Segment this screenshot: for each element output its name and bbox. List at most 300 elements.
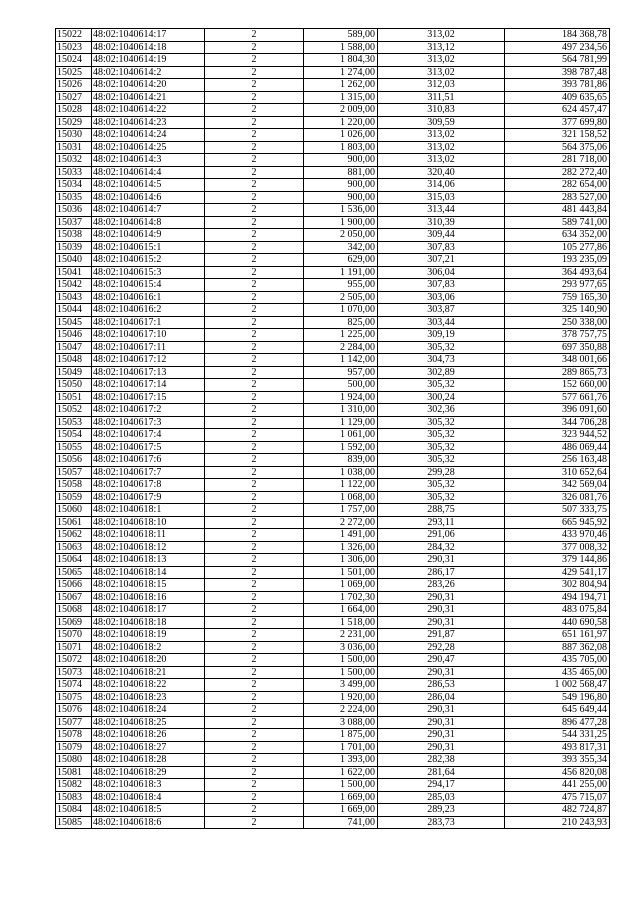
cadastral-number-cell: 48:02:1040614:24 — [92, 129, 205, 142]
table-row — [56, 91, 610, 104]
cadastral-value-cell: 544 331,25 — [505, 729, 610, 742]
rate-cell: 305,32 — [378, 454, 505, 467]
rate-cell: 290,47 — [378, 654, 505, 667]
cadastral-number-cell: 48:02:1040614:8 — [92, 216, 205, 229]
category-cell: 2 — [205, 479, 304, 492]
cadastral-value-cell: 486 069,44 — [505, 441, 610, 454]
category-cell: 2 — [205, 579, 304, 592]
table-row — [56, 354, 610, 367]
area-cell: 1 669,00 — [304, 791, 378, 804]
category-cell: 2 — [205, 166, 304, 179]
cadastral-value-cell: 105 277,86 — [505, 241, 610, 254]
cadastral-number-cell: 48:02:1040614:2 — [92, 66, 205, 79]
cadastral-number-cell: 48:02:1040614:23 — [92, 116, 205, 129]
category-cell: 2 — [205, 679, 304, 692]
category-cell: 2 — [205, 529, 304, 542]
row-number-cell: 15040 — [56, 254, 92, 267]
cadastral-value-cell: 549 196,80 — [505, 691, 610, 704]
cadastral-number-cell: 48:02:1040614:6 — [92, 191, 205, 204]
area-cell: 839,00 — [304, 454, 378, 467]
area-cell: 1 191,00 — [304, 266, 378, 279]
table-row — [56, 629, 610, 642]
area-cell: 3 036,00 — [304, 641, 378, 654]
area-cell: 1 225,00 — [304, 329, 378, 342]
row-number-cell: 15054 — [56, 429, 92, 442]
cadastral-value-cell: 697 350,88 — [505, 341, 610, 354]
table-row — [56, 529, 610, 542]
cadastral-value-cell: 398 787,48 — [505, 66, 610, 79]
row-number-cell: 15059 — [56, 491, 92, 504]
row-number-cell: 15050 — [56, 379, 92, 392]
rate-cell: 313,02 — [378, 29, 505, 42]
row-number-cell: 15081 — [56, 766, 92, 779]
cadastral-number-cell: 48:02:1040614:22 — [92, 104, 205, 117]
category-cell: 2 — [205, 291, 304, 304]
category-cell: 2 — [205, 729, 304, 742]
table-row — [56, 754, 610, 767]
table-row — [56, 729, 610, 742]
rate-cell: 283,26 — [378, 579, 505, 592]
table-row — [56, 704, 610, 717]
rate-cell: 289,23 — [378, 804, 505, 817]
area-cell: 1 068,00 — [304, 491, 378, 504]
cadastral-value-cell: 326 081,76 — [505, 491, 610, 504]
row-number-cell: 15072 — [56, 654, 92, 667]
cadastral-number-cell: 48:02:1040615:4 — [92, 279, 205, 292]
cadastral-value-cell: 624 457,47 — [505, 104, 610, 117]
cadastral-value-cell: 393 781,86 — [505, 79, 610, 92]
rate-cell: 290,31 — [378, 741, 505, 754]
row-number-cell: 15023 — [56, 41, 92, 54]
rate-cell: 305,32 — [378, 341, 505, 354]
table-row — [56, 116, 610, 129]
area-cell: 1 274,00 — [304, 66, 378, 79]
rate-cell: 290,31 — [378, 616, 505, 629]
area-cell: 1 875,00 — [304, 729, 378, 742]
area-cell: 1 501,00 — [304, 566, 378, 579]
table-row — [56, 454, 610, 467]
cadastral-value-cell: 481 443,84 — [505, 204, 610, 217]
category-cell: 2 — [205, 379, 304, 392]
cadastral-value-cell: 283 527,00 — [505, 191, 610, 204]
cadastral-number-cell: 48:02:1040618:21 — [92, 666, 205, 679]
cadastral-value-cell: 634 352,00 — [505, 229, 610, 242]
row-number-cell: 15073 — [56, 666, 92, 679]
rate-cell: 307,83 — [378, 241, 505, 254]
category-cell: 2 — [205, 641, 304, 654]
category-cell: 2 — [205, 279, 304, 292]
rate-cell: 313,02 — [378, 154, 505, 167]
category-cell: 2 — [205, 79, 304, 92]
cadastral-number-cell: 48:02:1040614:5 — [92, 179, 205, 192]
cadastral-value-cell: 293 977,65 — [505, 279, 610, 292]
table-row — [56, 616, 610, 629]
category-cell: 2 — [205, 541, 304, 554]
table-row — [56, 129, 610, 142]
cadastral-value-cell: 507 333,75 — [505, 504, 610, 517]
category-cell: 2 — [205, 816, 304, 829]
area-cell: 1 491,00 — [304, 529, 378, 542]
row-number-cell: 15063 — [56, 541, 92, 554]
cadastral-number-cell: 48:02:1040617:2 — [92, 404, 205, 417]
cadastral-number-cell: 48:02:1040618:3 — [92, 779, 205, 792]
row-number-cell: 15075 — [56, 691, 92, 704]
row-number-cell: 15079 — [56, 741, 92, 754]
table-row — [56, 404, 610, 417]
rate-cell: 288,75 — [378, 504, 505, 517]
cadastral-number-cell: 48:02:1040616:1 — [92, 291, 205, 304]
rate-cell: 291,87 — [378, 629, 505, 642]
table-row — [56, 516, 610, 529]
category-cell: 2 — [205, 316, 304, 329]
rate-cell: 312,03 — [378, 79, 505, 92]
cadastral-value-cell: 429 541,17 — [505, 566, 610, 579]
row-number-cell: 15069 — [56, 616, 92, 629]
rate-cell: 310,39 — [378, 216, 505, 229]
cadastral-number-cell: 48:02:1040617:3 — [92, 416, 205, 429]
cadastral-number-cell: 48:02:1040614:18 — [92, 41, 205, 54]
cadastral-value-cell: 482 724,87 — [505, 804, 610, 817]
cadastral-number-cell: 48:02:1040618:29 — [92, 766, 205, 779]
area-cell: 1 315,00 — [304, 91, 378, 104]
cadastral-value-cell: 440 690,58 — [505, 616, 610, 629]
cadastral-number-cell: 48:02:1040614:19 — [92, 54, 205, 67]
rate-cell: 290,31 — [378, 716, 505, 729]
rate-cell: 300,24 — [378, 391, 505, 404]
cadastral-number-cell: 48:02:1040617:5 — [92, 441, 205, 454]
row-number-cell: 15028 — [56, 104, 92, 117]
area-cell: 629,00 — [304, 254, 378, 267]
cadastral-number-cell: 48:02:1040618:19 — [92, 629, 205, 642]
rate-cell: 307,21 — [378, 254, 505, 267]
table-row — [56, 179, 610, 192]
cadastral-value-cell: 377 008,32 — [505, 541, 610, 554]
cadastral-value-cell: 435 465,00 — [505, 666, 610, 679]
row-number-cell: 15071 — [56, 641, 92, 654]
cadastral-number-cell: 48:02:1040618:22 — [92, 679, 205, 692]
category-cell: 2 — [205, 404, 304, 417]
cadastral-value-cell: 589 741,00 — [505, 216, 610, 229]
row-number-cell: 15060 — [56, 504, 92, 517]
row-number-cell: 15027 — [56, 91, 92, 104]
cadastral-value-cell: 310 652,64 — [505, 466, 610, 479]
cadastral-value-cell: 344 706,28 — [505, 416, 610, 429]
cadastral-number-cell: 48:02:1040618:25 — [92, 716, 205, 729]
area-cell: 1 500,00 — [304, 666, 378, 679]
area-cell: 1 061,00 — [304, 429, 378, 442]
rate-cell: 311,51 — [378, 91, 505, 104]
rate-cell: 320,40 — [378, 166, 505, 179]
rate-cell: 310,83 — [378, 104, 505, 117]
category-cell: 2 — [205, 329, 304, 342]
cadastral-number-cell: 48:02:1040618:26 — [92, 729, 205, 742]
table-row — [56, 741, 610, 754]
row-number-cell: 15077 — [56, 716, 92, 729]
cadastral-number-cell: 48:02:1040618:13 — [92, 554, 205, 567]
rate-cell: 315,03 — [378, 191, 505, 204]
area-cell: 1 924,00 — [304, 391, 378, 404]
row-number-cell: 15029 — [56, 116, 92, 129]
row-number-cell: 15042 — [56, 279, 92, 292]
area-cell: 500,00 — [304, 379, 378, 392]
cadastral-value-cell: 281 718,00 — [505, 154, 610, 167]
row-number-cell: 15024 — [56, 54, 92, 67]
cadastral-number-cell: 48:02:1040617:8 — [92, 479, 205, 492]
table-row — [56, 166, 610, 179]
category-cell: 2 — [205, 429, 304, 442]
category-cell: 2 — [205, 791, 304, 804]
row-number-cell: 15041 — [56, 266, 92, 279]
cadastral-value-cell: 193 235,09 — [505, 254, 610, 267]
table-row — [56, 316, 610, 329]
row-number-cell: 15056 — [56, 454, 92, 467]
category-cell: 2 — [205, 354, 304, 367]
cadastral-number-cell: 48:02:1040617:10 — [92, 329, 205, 342]
area-cell: 900,00 — [304, 154, 378, 167]
area-cell: 1 070,00 — [304, 304, 378, 317]
rate-cell: 303,44 — [378, 316, 505, 329]
area-cell: 342,00 — [304, 241, 378, 254]
cadastral-value-cell: 651 161,97 — [505, 629, 610, 642]
row-number-cell: 15062 — [56, 529, 92, 542]
cadastral-value-table — [55, 28, 610, 829]
rate-cell: 314,06 — [378, 179, 505, 192]
cadastral-value-cell: 377 699,80 — [505, 116, 610, 129]
row-number-cell: 15048 — [56, 354, 92, 367]
cadastral-number-cell: 48:02:1040618:27 — [92, 741, 205, 754]
table-row — [56, 591, 610, 604]
category-cell: 2 — [205, 441, 304, 454]
cadastral-value-cell: 665 945,92 — [505, 516, 610, 529]
rate-cell: 304,73 — [378, 354, 505, 367]
table-row — [56, 366, 610, 379]
category-cell: 2 — [205, 466, 304, 479]
cadastral-number-cell: 48:02:1040614:4 — [92, 166, 205, 179]
row-number-cell: 15058 — [56, 479, 92, 492]
cadastral-number-cell: 48:02:1040618:10 — [92, 516, 205, 529]
row-number-cell: 15078 — [56, 729, 92, 742]
category-cell: 2 — [205, 41, 304, 54]
rate-cell: 305,32 — [378, 491, 505, 504]
area-cell: 825,00 — [304, 316, 378, 329]
cadastral-value-cell: 282 654,00 — [505, 179, 610, 192]
row-number-cell: 15049 — [56, 366, 92, 379]
cadastral-value-cell: 378 757,75 — [505, 329, 610, 342]
table-row — [56, 816, 610, 829]
category-cell: 2 — [205, 241, 304, 254]
area-cell: 1 220,00 — [304, 116, 378, 129]
row-number-cell: 15082 — [56, 779, 92, 792]
category-cell: 2 — [205, 191, 304, 204]
table-row — [56, 691, 610, 704]
table-row — [56, 191, 610, 204]
category-cell: 2 — [205, 454, 304, 467]
cadastral-number-cell: 48:02:1040617:11 — [92, 341, 205, 354]
area-cell: 1 038,00 — [304, 466, 378, 479]
rate-cell: 313,02 — [378, 66, 505, 79]
table-row — [56, 141, 610, 154]
category-cell: 2 — [205, 754, 304, 767]
table-row — [56, 241, 610, 254]
table-row — [56, 29, 610, 42]
area-cell: 1 326,00 — [304, 541, 378, 554]
row-number-cell: 15038 — [56, 229, 92, 242]
cadastral-value-cell: 342 569,04 — [505, 479, 610, 492]
cadastral-number-cell: 48:02:1040618:24 — [92, 704, 205, 717]
cadastral-number-cell: 48:02:1040618:5 — [92, 804, 205, 817]
area-cell: 1 757,00 — [304, 504, 378, 517]
cadastral-value-cell: 302 804,94 — [505, 579, 610, 592]
category-cell: 2 — [205, 391, 304, 404]
table-row — [56, 779, 610, 792]
cadastral-value-cell: 435 705,00 — [505, 654, 610, 667]
category-cell: 2 — [205, 179, 304, 192]
category-cell: 2 — [205, 804, 304, 817]
rate-cell: 306,04 — [378, 266, 505, 279]
row-number-cell: 15022 — [56, 29, 92, 42]
rate-cell: 290,31 — [378, 704, 505, 717]
rate-cell: 290,31 — [378, 554, 505, 567]
row-number-cell: 15043 — [56, 291, 92, 304]
table-row — [56, 479, 610, 492]
row-number-cell: 15047 — [56, 341, 92, 354]
rate-cell: 309,59 — [378, 116, 505, 129]
rate-cell: 303,06 — [378, 291, 505, 304]
rate-cell: 313,02 — [378, 141, 505, 154]
row-number-cell: 15026 — [56, 79, 92, 92]
category-cell: 2 — [205, 91, 304, 104]
area-cell: 955,00 — [304, 279, 378, 292]
table-row — [56, 541, 610, 554]
table-row — [56, 766, 610, 779]
cadastral-value-cell: 409 635,65 — [505, 91, 610, 104]
category-cell: 2 — [205, 666, 304, 679]
cadastral-number-cell: 48:02:1040617:1 — [92, 316, 205, 329]
category-cell: 2 — [205, 604, 304, 617]
cadastral-value-cell: 282 272,40 — [505, 166, 610, 179]
cadastral-number-cell: 48:02:1040618:11 — [92, 529, 205, 542]
cadastral-number-cell: 48:02:1040618:12 — [92, 541, 205, 554]
row-number-cell: 15076 — [56, 704, 92, 717]
rate-cell: 305,32 — [378, 479, 505, 492]
cadastral-number-cell: 48:02:1040618:4 — [92, 791, 205, 804]
category-cell: 2 — [205, 554, 304, 567]
table-row — [56, 279, 610, 292]
cadastral-value-cell: 184 368,78 — [505, 29, 610, 42]
area-cell: 1 142,00 — [304, 354, 378, 367]
cadastral-value-cell: 456 820,08 — [505, 766, 610, 779]
table-row — [56, 429, 610, 442]
row-number-cell: 15046 — [56, 329, 92, 342]
area-cell: 1 536,00 — [304, 204, 378, 217]
table-row — [56, 79, 610, 92]
area-cell: 1 069,00 — [304, 579, 378, 592]
category-cell: 2 — [205, 629, 304, 642]
area-cell: 3 088,00 — [304, 716, 378, 729]
table-row — [56, 504, 610, 517]
row-number-cell: 15045 — [56, 316, 92, 329]
cadastral-value-cell: 645 649,44 — [505, 704, 610, 717]
category-cell: 2 — [205, 141, 304, 154]
cadastral-number-cell: 48:02:1040617:12 — [92, 354, 205, 367]
category-cell: 2 — [205, 216, 304, 229]
rate-cell: 309,44 — [378, 229, 505, 242]
cadastral-value-cell: 493 817,31 — [505, 741, 610, 754]
rate-cell: 293,11 — [378, 516, 505, 529]
rate-cell: 305,32 — [378, 429, 505, 442]
cadastral-number-cell: 48:02:1040617:15 — [92, 391, 205, 404]
table-row — [56, 804, 610, 817]
area-cell: 1 669,00 — [304, 804, 378, 817]
rate-cell: 285,03 — [378, 791, 505, 804]
row-number-cell: 15085 — [56, 816, 92, 829]
cadastral-value-cell: 564 375,06 — [505, 141, 610, 154]
rate-cell: 282,38 — [378, 754, 505, 767]
table-row — [56, 254, 610, 267]
row-number-cell: 15030 — [56, 129, 92, 142]
area-cell: 2 284,00 — [304, 341, 378, 354]
area-cell: 2 224,00 — [304, 704, 378, 717]
cadastral-value-cell: 323 944,52 — [505, 429, 610, 442]
cadastral-number-cell: 48:02:1040617:7 — [92, 466, 205, 479]
row-number-cell: 15025 — [56, 66, 92, 79]
area-cell: 881,00 — [304, 166, 378, 179]
category-cell: 2 — [205, 29, 304, 42]
category-cell: 2 — [205, 741, 304, 754]
rate-cell: 290,31 — [378, 604, 505, 617]
row-number-cell: 15032 — [56, 154, 92, 167]
table-row — [56, 791, 610, 804]
table-row — [56, 266, 610, 279]
cadastral-number-cell: 48:02:1040617:13 — [92, 366, 205, 379]
rate-cell: 291,06 — [378, 529, 505, 542]
rate-cell: 309,19 — [378, 329, 505, 342]
rate-cell: 290,31 — [378, 729, 505, 742]
table-row — [56, 441, 610, 454]
table-row — [56, 716, 610, 729]
row-number-cell: 15065 — [56, 566, 92, 579]
category-cell: 2 — [205, 104, 304, 117]
cadastral-number-cell: 48:02:1040614:7 — [92, 204, 205, 217]
table-row — [56, 204, 610, 217]
rate-cell: 303,87 — [378, 304, 505, 317]
cadastral-number-cell: 48:02:1040615:3 — [92, 266, 205, 279]
cadastral-number-cell: 48:02:1040614:9 — [92, 229, 205, 242]
cadastral-value-cell: 497 234,56 — [505, 41, 610, 54]
cadastral-number-cell: 48:02:1040614:25 — [92, 141, 205, 154]
rate-cell: 313,44 — [378, 204, 505, 217]
cadastral-number-cell: 48:02:1040618:18 — [92, 616, 205, 629]
cadastral-value-cell: 475 715,07 — [505, 791, 610, 804]
rate-cell: 292,28 — [378, 641, 505, 654]
table-row — [56, 216, 610, 229]
cadastral-value-cell: 210 243,93 — [505, 816, 610, 829]
category-cell: 2 — [205, 654, 304, 667]
row-number-cell: 15053 — [56, 416, 92, 429]
area-cell: 1 803,00 — [304, 141, 378, 154]
category-cell: 2 — [205, 616, 304, 629]
cadastral-number-cell: 48:02:1040615:2 — [92, 254, 205, 267]
category-cell: 2 — [205, 766, 304, 779]
row-number-cell: 15031 — [56, 141, 92, 154]
area-cell: 1 393,00 — [304, 754, 378, 767]
table-row — [56, 304, 610, 317]
row-number-cell: 15052 — [56, 404, 92, 417]
table-row — [56, 491, 610, 504]
cadastral-value-cell: 321 158,52 — [505, 129, 610, 142]
table-row — [56, 341, 610, 354]
cadastral-number-cell: 48:02:1040618:20 — [92, 654, 205, 667]
